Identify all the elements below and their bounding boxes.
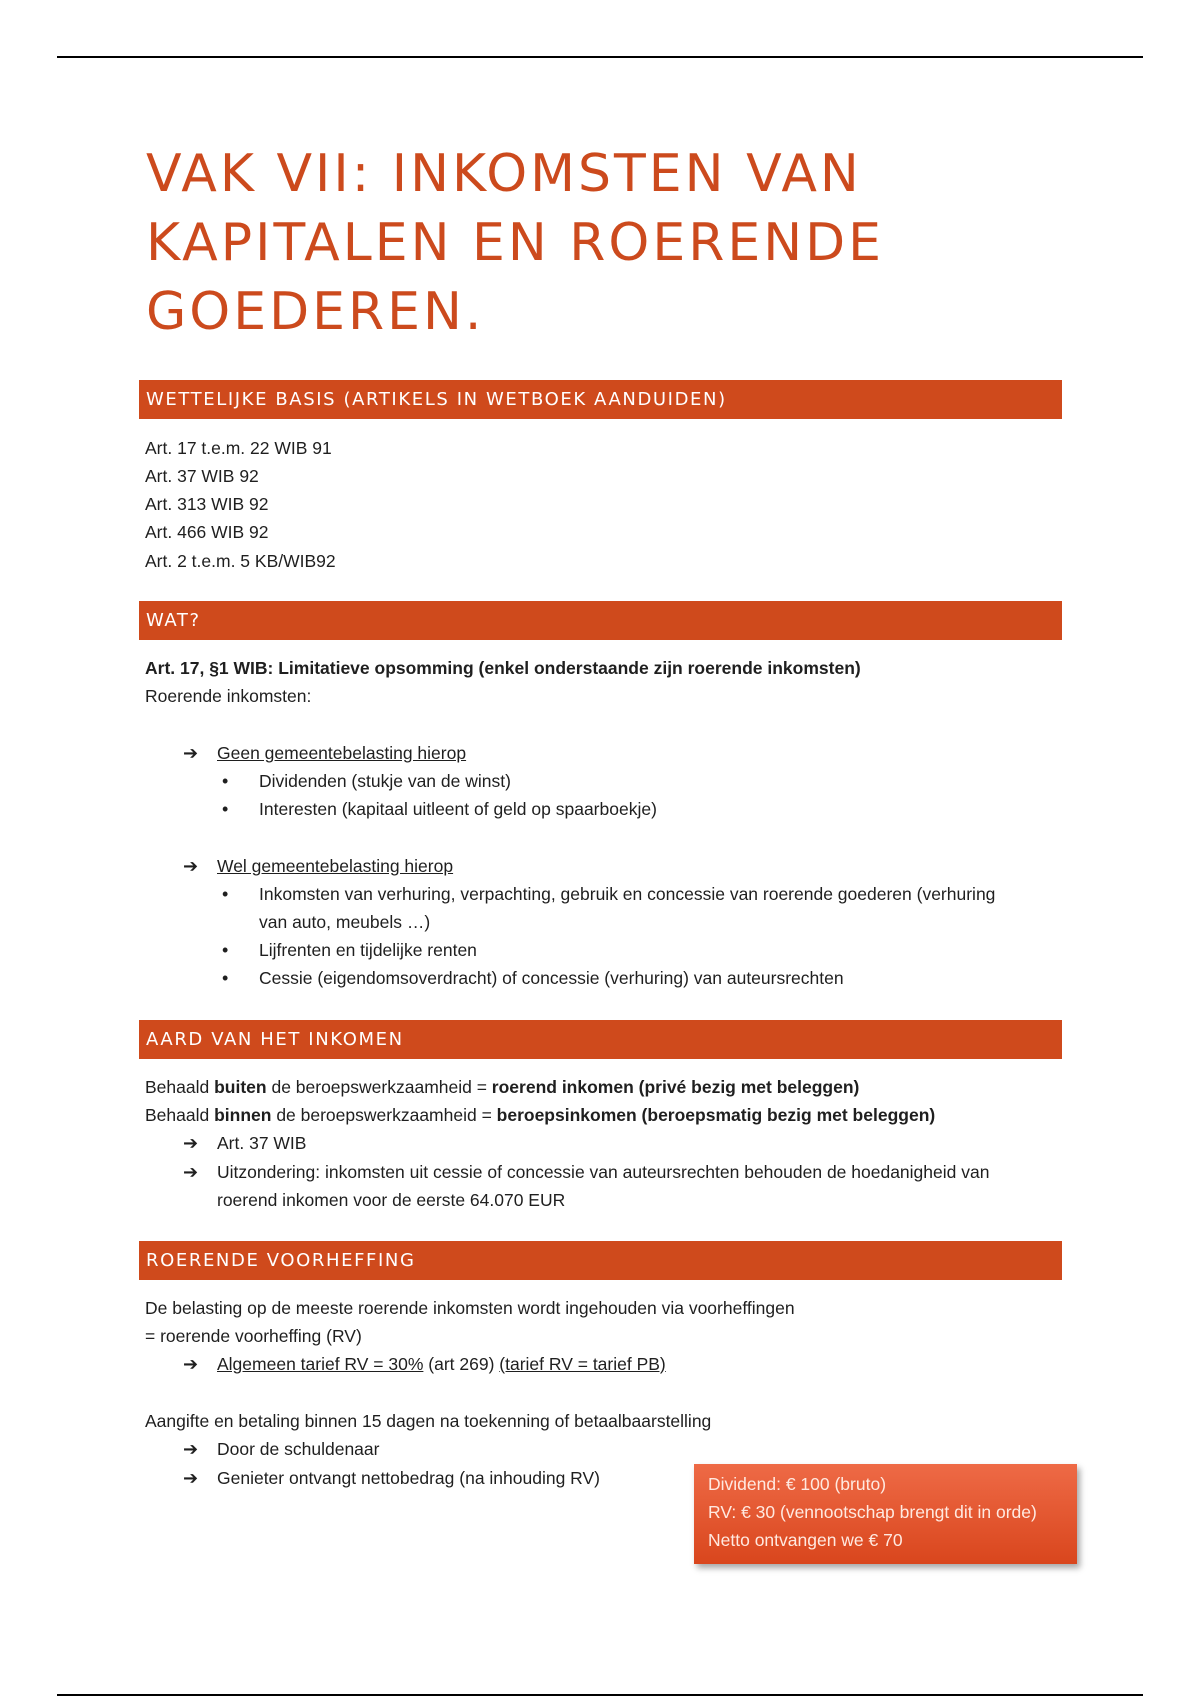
- title-line: VAK VII: INKOMSTEN VAN: [146, 144, 862, 204]
- title-line: GOEDEREN.: [146, 282, 485, 342]
- callout-line: Netto ontvangen we € 70: [708, 1530, 903, 1550]
- rv-arrow-schuldenaar: Door de schuldenaar: [217, 1439, 380, 1459]
- example-callout: [694, 1464, 1077, 1564]
- basis-line: Art. 17 t.e.m. 22 WIB 91: [145, 438, 332, 458]
- rv-line: De belasting op de meeste roerende inkomsten wordt ingehouden via voorheffingen: [145, 1298, 795, 1318]
- section-heading-basis: WETTELIJKE BASIS (ARTIKELS IN WETBOEK AANDUIDEN): [139, 380, 1062, 419]
- group-label-geen: Geen gemeentebelasting hierop: [217, 743, 467, 763]
- list-item: Inkomsten van verhuring, verpachting, gebruik en concessie van roerende goederen (verhuring: [259, 884, 996, 904]
- basis-line: Art. 2 t.e.m. 5 KB/WIB92: [145, 551, 336, 571]
- aard-line-binnen: Behaald binnen de beroepswerkzaamheid = beroepsinkomen (beroepsmatig bezig met beleggen): [145, 1105, 936, 1125]
- list-item: Interesten (kapitaal uitleent of geld op spaarboekje): [259, 799, 657, 819]
- wat-intro: Roerende inkomsten:: [145, 686, 312, 706]
- list-item: Lijfrenten en tijdelijke renten: [259, 940, 477, 960]
- basis-line: Art. 37 WIB 92: [145, 466, 259, 486]
- list-item: Dividenden (stukje van de winst): [259, 771, 511, 791]
- section-heading-rv: ROERENDE VOORHEFFING: [139, 1241, 1062, 1280]
- rv-arrow-tarief: Algemeen tarief RV = 30% (art 269) (tarief RV = tarief PB): [217, 1354, 666, 1374]
- aard-arrow-uitzondering-cont: roerend inkomen voor de eerste 64.070 EUR: [217, 1190, 566, 1210]
- arrow-icon: ➔: [183, 856, 199, 876]
- bullet-icon: •: [222, 968, 229, 988]
- arrow-icon: ➔: [183, 1468, 199, 1488]
- rv-line: = roerende voorheffing (RV): [145, 1326, 362, 1346]
- callout-line: Dividend: € 100 (bruto): [708, 1474, 887, 1494]
- aard-arrow-art37: Art. 37 WIB: [217, 1133, 307, 1153]
- aard-arrow-uitzondering: Uitzondering: inkomsten uit cessie of concessie van auteursrechten behouden de hoedanigheid van: [217, 1162, 990, 1182]
- list-item-continuation: van auto, meubels …): [259, 912, 431, 932]
- arrow-icon: ➔: [183, 1354, 199, 1374]
- bullet-icon: •: [222, 940, 229, 960]
- callout-line: RV: € 30 (vennootschap brengt dit in orde): [708, 1502, 1037, 1522]
- aard-line-buiten: Behaald buiten de beroepswerkzaamheid = roerend inkomen (privé bezig met beleggen): [145, 1077, 860, 1097]
- rv-line: Aangifte en betaling binnen 15 dagen na toekenning of betaalbaarstelling: [145, 1411, 712, 1431]
- bullet-icon: •: [222, 799, 229, 819]
- arrow-icon: ➔: [183, 743, 199, 763]
- arrow-icon: ➔: [183, 1162, 199, 1182]
- footer-rule: [57, 1694, 1143, 1696]
- rv-arrow-genieter: Genieter ontvangt nettobedrag (na inhouding RV): [217, 1468, 601, 1488]
- section-heading-aard: AARD VAN HET INKOMEN: [139, 1020, 1062, 1059]
- basis-line: Art. 466 WIB 92: [145, 522, 269, 542]
- header-rule: [57, 56, 1143, 58]
- wat-intro-bold: Art. 17, §1 WIB: Limitatieve opsomming (enkel onderstaande zijn roerende inkomsten): [145, 658, 861, 678]
- page-title: [146, 140, 1046, 347]
- basis-line: Art. 313 WIB 92: [145, 494, 269, 514]
- title-line: KAPITALEN EN ROERENDE: [146, 213, 884, 273]
- bullet-icon: •: [222, 771, 229, 791]
- list-item: Cessie (eigendomsoverdracht) of concessie (verhuring) van auteursrechten: [259, 968, 844, 988]
- arrow-icon: ➔: [183, 1439, 199, 1459]
- section-heading-wat: WAT?: [139, 601, 1062, 640]
- arrow-icon: ➔: [183, 1133, 199, 1153]
- bullet-icon: •: [222, 884, 229, 904]
- group-label-wel: Wel gemeentebelasting hierop: [217, 856, 454, 876]
